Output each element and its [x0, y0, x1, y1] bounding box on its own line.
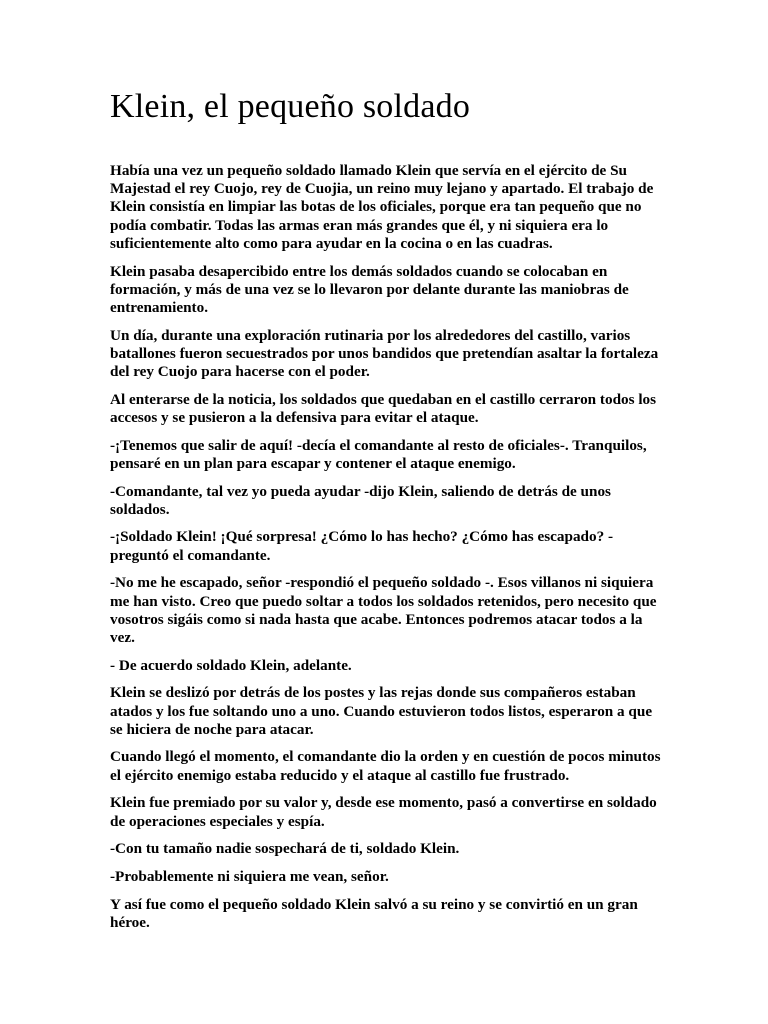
paragraph: Klein se deslizó por detrás de los postes y las rejas donde sus compañeros estaban atados y los fue soltando uno a uno. Cuando estuvieron todos listos, esperaron a que se hiciera de noche para atacar.	[110, 684, 653, 738]
paragraph: -Probablemente ni siquiera me vean, señor.	[110, 868, 389, 885]
paragraph: Cuando llegó el momento, el comandante dio la orden y en cuestión de pocos minutos el ejército enemigo estaba reducido y el ataque al castillo fue frustrado.	[110, 748, 661, 784]
paragraph: Un día, durante una exploración rutinaria por los alrededores del castillo, varios batallones fueron secuestrados por unos bandidos que pretendían asaltar la fortaleza del rey Cuojo para hacerse con el poder.	[110, 326, 659, 381]
paragraph: Klein pasaba desapercibido entre los demás soldados cuando se colocaban en formación, y más de una vez se lo llevaron por delante durante las maniobras de entrenamiento.	[110, 262, 629, 316]
paragraph: Klein fue premiado por su valor y, desde ese momento, pasó a convertirse en soldado de operaciones especiales y espía.	[110, 794, 657, 830]
document-body	[110, 162, 662, 932]
document-page	[110, 86, 662, 942]
paragraph: Había una vez un pequeño soldado llamado Klein que servía en el ejército de Su Majestad el rey Cuojo, rey de Cuojia, un reino muy lejano y apartado. El trabajo de Klein consistía en limpiar las botas de los oficiales, porque era tan pequeño que no podía combatir. Todas las armas eran más grandes que él, y ni siquiera era lo suficientemente alto como para ayudar en la cocina o en las cuadras.	[110, 162, 654, 252]
document-title: Klein, el pequeño soldado	[110, 88, 471, 125]
paragraph: Y así fue como el pequeño soldado Klein salvó a su reino y se convirtió en un gran héroe.	[110, 895, 638, 931]
paragraph: -Con tu tamaño nadie sospechará de ti, soldado Klein.	[110, 840, 460, 858]
paragraph: -Comandante, tal vez yo pueda ayudar -dijo Klein, saliendo de detrás de unos soldados.	[110, 482, 611, 518]
paragraph: -¡Soldado Klein! ¡Qué sorpresa! ¿Cómo lo has hecho? ¿Cómo has escapado? -preguntó el comandante.	[110, 528, 614, 564]
paragraph: -No me he escapado, señor -respondió el pequeño soldado -. Esos villanos ni siquiera me han visto. Creo que puedo soltar a todos los soldados retenidos, pero necesito que vosotros sigáis como si nada hasta que acabe. Entonces podremos atacar todos a la vez.	[110, 574, 657, 646]
paragraph: -¡Tenemos que salir de aquí! -decía el comandante al resto de oficiales-. Tranquilos, pensaré en un plan para escapar y contener el ataque enemigo.	[110, 436, 647, 472]
paragraph: Al enterarse de la noticia, los soldados que quedaban en el castillo cerraron todos los accesos y se pusieron a la defensiva para evitar el ataque.	[110, 390, 657, 426]
paragraph: - De acuerdo soldado Klein, adelante.	[110, 656, 352, 674]
